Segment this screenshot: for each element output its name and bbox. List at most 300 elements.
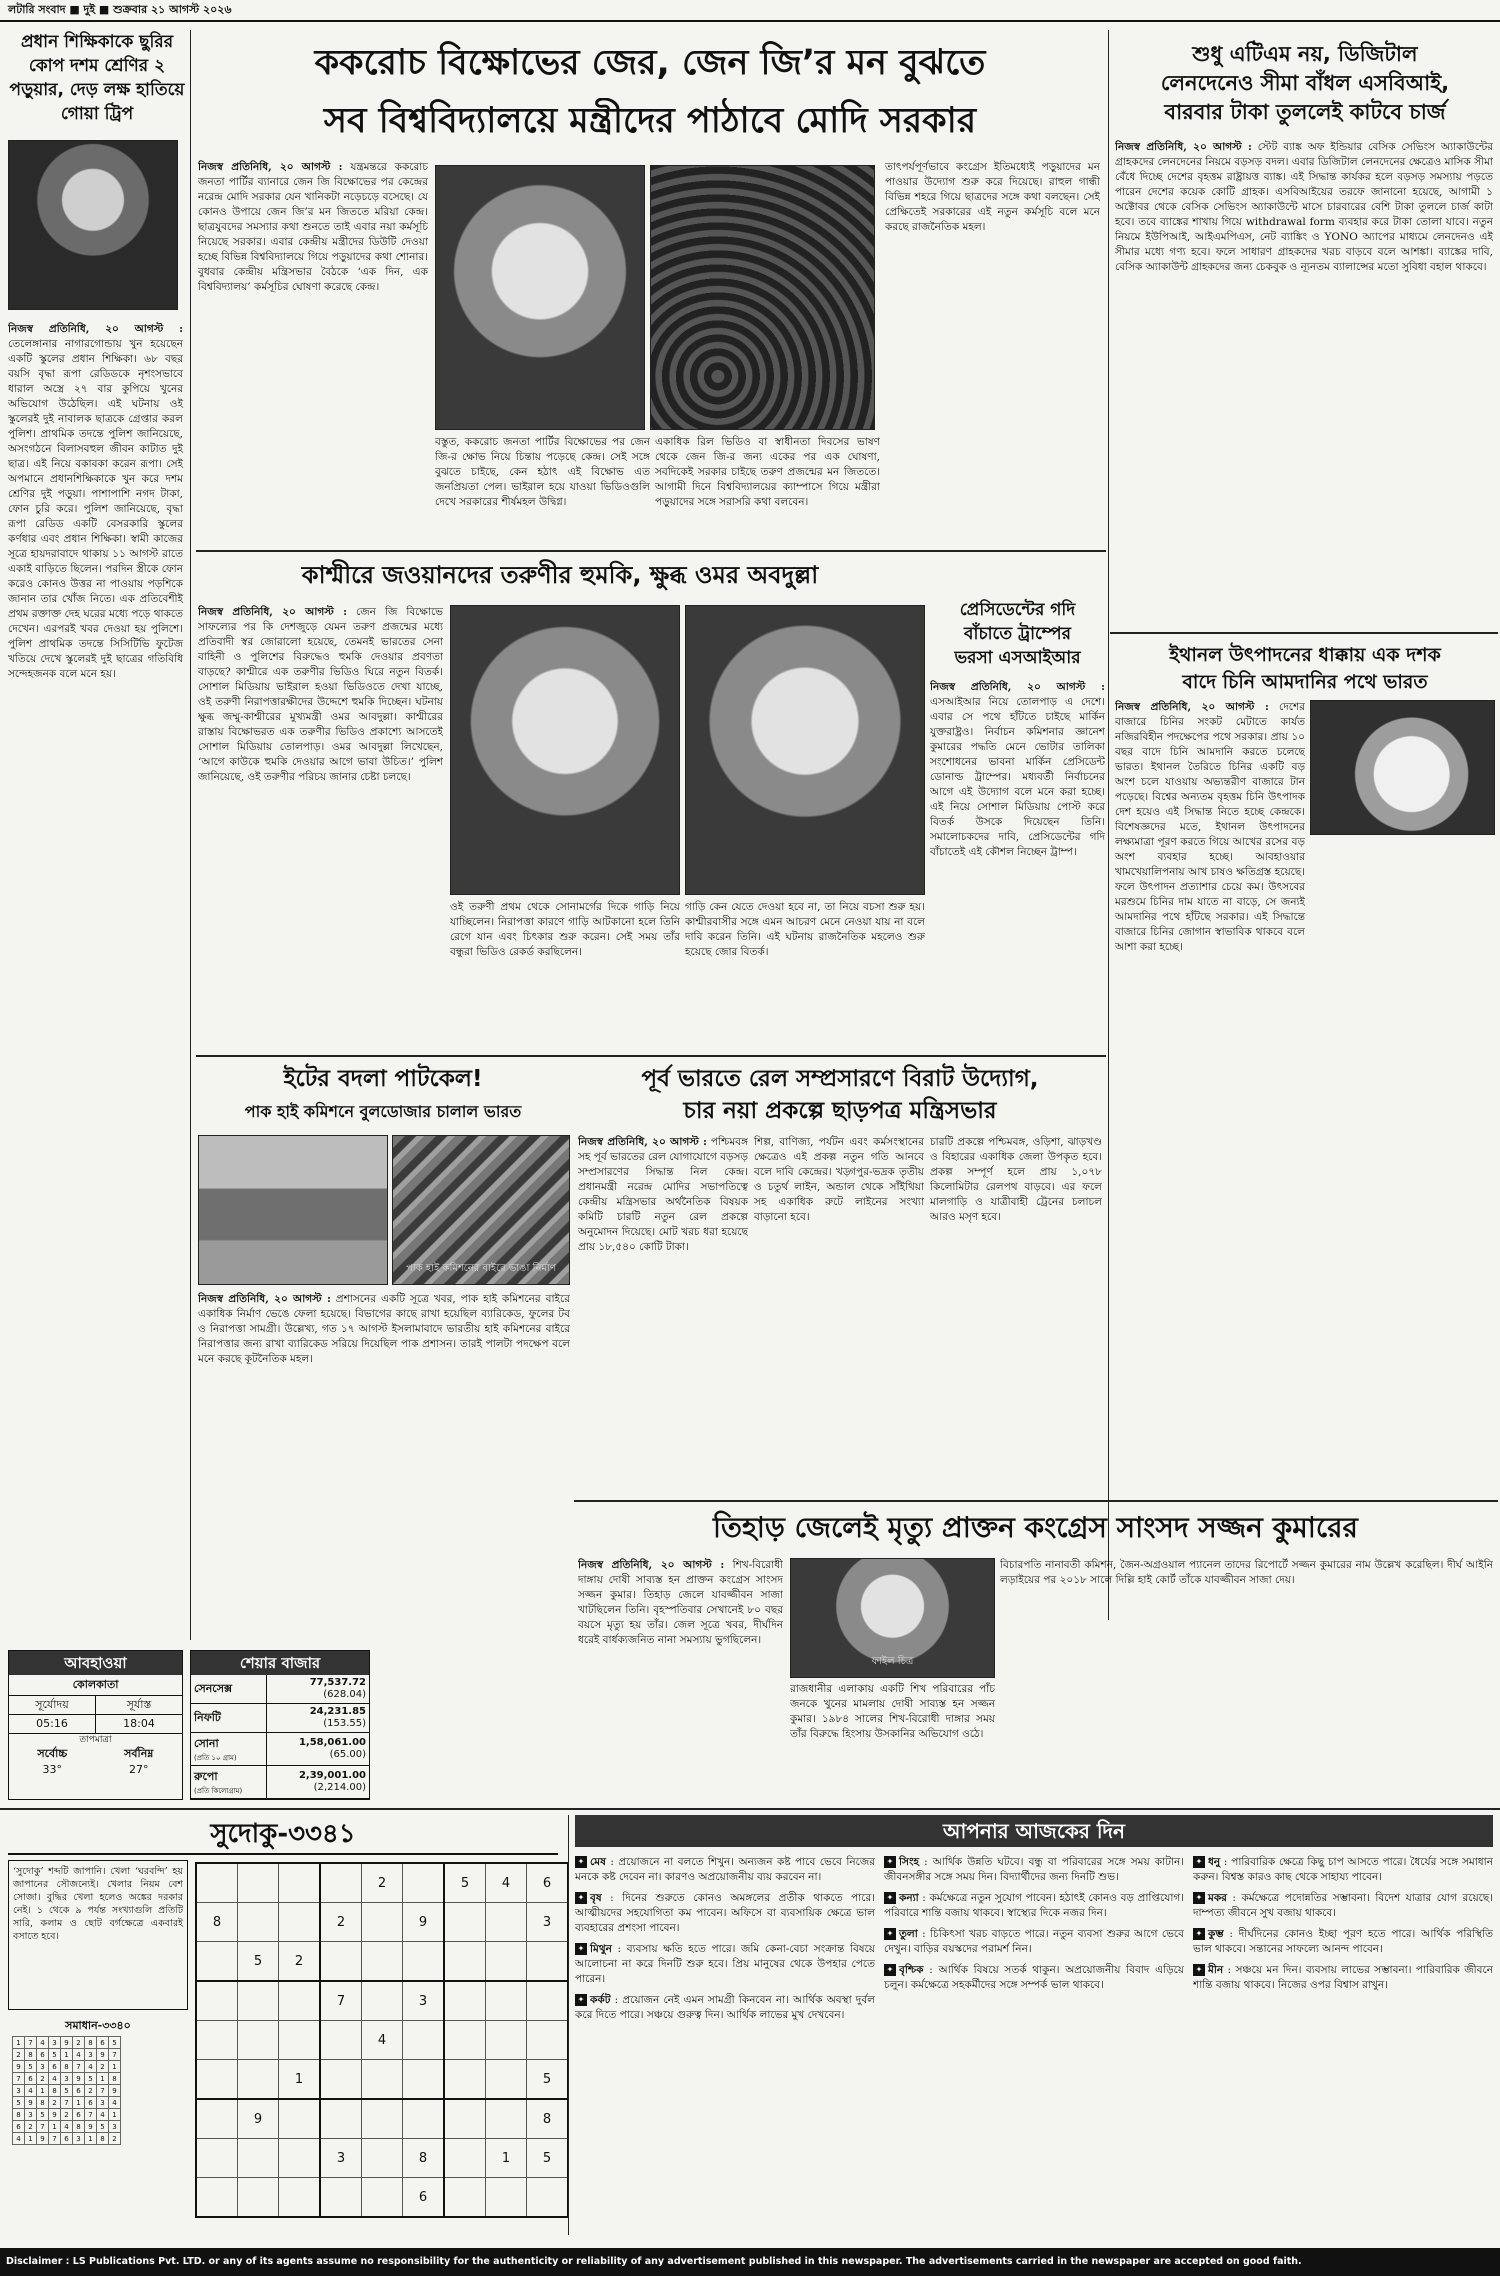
- sudoku-cell[interactable]: [279, 2139, 321, 2178]
- sudoku-solution-title: সমাধান-৩৩৪০: [65, 2019, 131, 2032]
- sudoku-cell[interactable]: [238, 2139, 279, 2178]
- sudoku-cell[interactable]: [279, 2178, 321, 2218]
- sudoku-cell[interactable]: [403, 2021, 445, 2060]
- sudoku-cell[interactable]: [403, 1942, 445, 1982]
- zodiac-separator: :: [917, 1928, 931, 1940]
- solution-cell: 9: [85, 2121, 97, 2133]
- zodiac-separator: :: [610, 1994, 623, 2006]
- main-story-body-2: বস্তুত, ককরোচ জনতা পার্টির বিক্ষোভের পর জেন জি-র ক্ষোভ নিয়ে চিন্তায় পড়েছে কেন্দ্র। সেই সঙ্গে বুঝতে চাইছে, কেন হঠাৎ এই বিক্ষোভ এত জনপ্রিয়তা পেল। ভাইরাল হয়ে যাওয়া ভিডিওগুলি দেখে সরকারের শীর্ষমহল উদ্বিগ্ন।: [435, 436, 650, 508]
- sudoku-cell[interactable]: [527, 2178, 569, 2218]
- ethanol-headline: [1115, 642, 1495, 696]
- sudoku-cell[interactable]: 8: [527, 2099, 569, 2139]
- solution-cell: 4: [73, 2049, 85, 2061]
- sudoku-cell[interactable]: [320, 2178, 362, 2218]
- sudoku-cell[interactable]: 7: [320, 1981, 362, 2021]
- solution-cell: 9: [109, 2085, 121, 2097]
- sudoku-row: [196, 2021, 568, 2060]
- sunrise-label: সূর্যোদয়: [9, 1696, 96, 1714]
- sudoku-cell[interactable]: [362, 2139, 403, 2178]
- sudoku-cell[interactable]: 4: [486, 1863, 527, 1903]
- sudoku-cell[interactable]: [238, 1981, 279, 2021]
- ethanol-body: দেশের বাজারে চিনির সংকট মেটাতে কার্যত নজিরবিহীন পদক্ষেপের পথে সরকার। প্রায় ১০ বছর বাদে চিনি আমদানি করতে চলেছে ভারত। ইথানল তৈরিতে চিনির একটি বড় অংশ চলে যাওয়ায় অভ্যন্তরীণ বাজারে টান পড়েছে। বিশ্বের অন্যতম বৃহত্তম চিনি উৎপাদক দেশ হয়েও এই সিদ্ধান্ত নিতে হচ্ছে কেন্দ্রকে। বিশেষজ্ঞদের মতে, ইথানল উৎপাদনের লক্ষ্যমাত্রা পূরণ করতে গিয়ে আখের রসের বড় অংশ ব্যবহার হচ্ছে। আবহাওয়ার খামখেয়ালিপনায় আখ চাষও ক্ষতিগ্রস্ত হয়েছে। ফলে উৎপাদন প্রত্যাশার চেয়ে কম। উৎসবের মরশুমে চিনির দাম যাতে না বাড়ে, সে জন্যই আমদানির পথে হাঁটছে সরকার। এই সিদ্ধান্তে বাজারে চিনির জোগান স্বাভাবিক থাকবে বলে আশা করা হচ্ছে।: [1115, 701, 1305, 953]
- kashmir-body-4: গাড়ি কেন যেতে দেওয়া হবে না, তা নিয়ে বচসা শুরু হয়। কাশ্মীরবাসীর সঙ্গে এমন আচরণ মেনে নেওয়া যায় না বলে দাবি করেন তিনি। এই ঘটনায় রাজনৈতিক মহলেও শুরু হয়েছে জোর বিতর্ক।: [685, 901, 925, 958]
- masthead-text: লটারি সংবাদ ■ দুই ■ শুক্রবার ২১ আগস্ট ২০২৬: [8, 3, 232, 16]
- tihar-body-1: শিখ-বিরোধী দাঙ্গায় দোষী সাব্যস্ত হন প্রাক্তন কংগ্রেস সাংসদ সজ্জন কুমার। তিহাড় জেলে যাবজ্জীবন সাজা খাটছিলেন তিনি। বৃহস্পতিবার সেখানেই ৮০ বছর বয়সে মৃত্যু হয় তাঁর। জেল সূত্রে খবর, দীর্ঘদিন ধরেই বার্ধক্যজনিত নানা সমস্যায় ভুগছিলেন।: [578, 1559, 783, 1646]
- sudoku-cell[interactable]: 5: [238, 1942, 279, 1982]
- solution-cell: 4: [13, 2133, 25, 2145]
- solution-cell: 7: [25, 2037, 37, 2049]
- market-change: (2,214.00): [313, 1782, 366, 1793]
- horoscope-entry: [884, 1963, 1184, 1993]
- weather-temp-labels: [9, 1746, 182, 1762]
- sudoku-cell[interactable]: [444, 2021, 486, 2060]
- kashmir-col2: [450, 900, 680, 1050]
- solution-cell: 2: [73, 2037, 85, 2049]
- trump-headline-line-3: ভরসা এসআইআর: [954, 648, 1081, 668]
- sudoku-cell[interactable]: 4: [362, 2021, 403, 2060]
- solution-row: [13, 2133, 121, 2145]
- sudoku-cell[interactable]: [320, 2099, 362, 2139]
- sudoku-cell[interactable]: 5: [444, 1863, 486, 1903]
- zodiac-sign-icon: ✦: [1193, 1964, 1205, 1976]
- kashmir-byline: নিজস্ব প্রতিনিধি, ২০ আগস্ট :: [198, 606, 348, 618]
- sudoku-cell[interactable]: [320, 2060, 362, 2100]
- solution-cell: 2: [109, 2133, 121, 2145]
- rail-body-2: শিল্প, বাণিজ্য, পর্যটন এবং কর্মসংস্থানের ক্ষেত্রেও এই প্রকল্প নতুন গতি আনবে বলে দাবি কেন্দ্রের। খড়্গপুর-ভদ্রক তৃতীয় ও চতুর্থ লাইন, অন্ডাল থেকে সাঁইথিয়া সহ একাধিক রুটে লাইনের সংখ্যা বাড়ানো হবে।: [754, 1136, 924, 1223]
- tihar-body-3: বিচারপতি নানাবতী কমিশন, জৈন-অগ্রওয়াল প্যানেল তাদের রিপোর্টে সজ্জন কুমারের নাম উল্লেখ করেছিল। দীর্ঘ আইনি লড়াইয়ের পর ২০১৮ সালে দিল্লি হাই কোর্ট তাঁকে যাবজ্জীবন সাজা দেয়।: [1000, 1559, 1493, 1586]
- sudoku-row: [196, 1903, 568, 1942]
- zodiac-separator: :: [1220, 1856, 1232, 1868]
- main-story-body-3: একাধিক রিল ভিডিও বা স্বাধীনতা দিবসের ভাষণ থেকে জেন জি-র জন্য একের পর এক ঘোষণা, সবদিকেই সরকার চাইছে তরুণ প্রজন্মের মন জিততে। আগামী দিনে বিশ্ববিদ্যালয়ের ক্যাম্পাসে গিয়ে মন্ত্রীরা পড়ুয়াদের সঙ্গে সরাসরি কথা বলবেন।: [655, 436, 880, 508]
- sudoku-cell[interactable]: 3: [320, 2139, 362, 2178]
- sajjan-kumar-photo: [790, 1558, 995, 1678]
- solution-cell: 1: [25, 2133, 37, 2145]
- trump-body: এসআইআর নিয়ে তোলপাড় এ দেশে। এবার সে পথে হাঁটতে চাইছে মার্কিন যুক্তরাষ্ট্রও। নির্বাচন কমিশনার জ্ঞানেশ কুমারের পদ্ধতি মেনে ভোটার তালিকা সংশোধনের ভাবনা মার্কিন প্রেসিডেন্ট ডোনাল্ড ট্রাম্পের। মধ্যবর্তী নির্বাচনের আগে এই উদ্যোগ বলে মনে করা হচ্ছে। এই নিয়ে সোশাল মিডিয়ায় পোস্ট করে বিতর্ক উসকে দিয়েছেন তিনি। সমালোচকদের দাবি, প্রেসিডেন্টের গদি বাঁচাতেই এই কৌশল নিচ্ছেন ট্রাম্প।: [930, 696, 1105, 858]
- sudoku-cell[interactable]: 3: [527, 1903, 569, 1942]
- sudoku-cell[interactable]: [444, 2099, 486, 2139]
- weather-sun-labels: [9, 1696, 182, 1715]
- sudoku-cell[interactable]: [196, 2021, 238, 2060]
- zodiac-sign-name: মকর: [1208, 1892, 1227, 1904]
- solution-cell: 6: [25, 2073, 37, 2085]
- solution-row: [13, 2109, 121, 2121]
- sudoku-cell[interactable]: [279, 2099, 321, 2139]
- tihar-col1: [578, 1558, 783, 1743]
- sudoku-rules: ‘সুদোকু’ শব্দটি জাপানি। খেলা ‘ঘরবন্দি’ হয় জাপানের সৌজন্যেই। খেলার নিয়ম বেশ সোজা। বুদ্ধির খেলা হলেও অঙ্কের দরকার নেই। ১ থেকে ৯ পর্যন্ত সংখ্যাগুলি প্রতিটি সারি, কলাম ও ছোট বর্গক্ষেত্রে একবারই বসাতে হবে।: [8, 1860, 188, 2010]
- solution-cell: 6: [61, 2133, 73, 2145]
- rail-headline: [575, 1063, 1105, 1127]
- market-change: (65.00): [329, 1749, 366, 1760]
- sudoku-row: [196, 2139, 568, 2178]
- sudoku-cell[interactable]: [527, 2021, 569, 2060]
- kashmir-col1: [198, 605, 443, 1050]
- main-headline-2: সব বিশ্ববিদ্যালয়ে মন্ত্রীদের পাঠাবে মোদি সরকার: [323, 101, 977, 141]
- sudoku-cell[interactable]: [196, 2060, 238, 2100]
- tihar-byline: নিজস্ব প্রতিনিধি, ২০ আগস্ট :: [578, 1559, 725, 1571]
- solution-cell: 5: [37, 2109, 49, 2121]
- solution-cell: 2: [25, 2121, 37, 2133]
- pak-subhead: পাক হাই কমিশনে বুলডোজার চালাল ভারত: [244, 1102, 522, 1121]
- solution-cell: 4: [37, 2037, 49, 2049]
- col-rule-1: [190, 30, 191, 1640]
- sunset-label: সূর্যাস্ত: [126, 1698, 152, 1711]
- sudoku-cell[interactable]: [444, 1981, 486, 2021]
- sudoku-grid: [195, 1862, 569, 2218]
- zodiac-separator: :: [1223, 1964, 1236, 1976]
- solution-row: [13, 2073, 121, 2085]
- solution-cell: 5: [109, 2037, 121, 2049]
- sudoku-cell[interactable]: [279, 1981, 321, 2021]
- atm-story-byline: নিজস্ব প্রতিনিধি, ২০ আগস্ট :: [1115, 141, 1252, 153]
- solution-cell: 8: [109, 2073, 121, 2085]
- solution-cell: 3: [49, 2037, 61, 2049]
- horoscope-entry: [1193, 1927, 1493, 1957]
- sudoku-cell[interactable]: 6: [403, 2178, 445, 2218]
- solution-cell: 7: [61, 2097, 73, 2109]
- col-rule-bottom: [568, 1815, 569, 2235]
- ethanol-headline-line-2: বাদে চিনি আমদানির পথে ভারত: [1182, 671, 1428, 693]
- sudoku-solution: [12, 2036, 121, 2145]
- hrule-tihar: [574, 1500, 1498, 1502]
- solution-cell: 8: [25, 2049, 37, 2061]
- col-rule-3: [1108, 640, 1109, 1620]
- market-row: [191, 1675, 369, 1704]
- zodiac-text: আর্থিক উন্নতি ঘটবে। বন্ধু বা পরিবারের সঙ্গে সময় কাটান। জীবনসঙ্গীর সঙ্গে সময় দিন। বিদ্যার্থীদের জন্য দিনটি শুভ।: [884, 1856, 1184, 1883]
- solution-cell: 7: [49, 2133, 61, 2145]
- sudoku-cell[interactable]: 3: [403, 1981, 445, 2021]
- sudoku-row: [196, 2060, 568, 2100]
- rail-col1: [578, 1135, 748, 1495]
- sudoku-cell[interactable]: [486, 2060, 527, 2100]
- solution-cell: 3: [25, 2109, 37, 2121]
- zodiac-sign-name: ধনু: [1208, 1856, 1221, 1868]
- rail-col2: [754, 1135, 924, 1495]
- zodiac-sign-name: মিথুন: [590, 1943, 612, 1955]
- horoscope-entry: [1193, 1891, 1493, 1921]
- sudoku-cell[interactable]: [196, 1981, 238, 2021]
- solution-cell: 1: [97, 2073, 109, 2085]
- left-story-byline: নিজস্ব প্রতিনিধি, ২০ আগস্ট :: [8, 323, 183, 335]
- market-unit: (প্রতি ১০ গ্রাম): [194, 1754, 237, 1762]
- market-name: [191, 1675, 267, 1704]
- market-row: [191, 1704, 369, 1733]
- solution-cell: 9: [73, 2073, 85, 2085]
- sudoku-cell[interactable]: [196, 2139, 238, 2178]
- kashmir-body-1: জেন জি বিক্ষোভে সাফল্যের পর কি দেশজুড়ে যেমন তরুণ প্রজন্মের মধ্যে প্রতিবাদী স্বর জোরালো হয়েছে, তেমনই ভারতের সেনা বাহিনী ও পুলিশের বিরুদ্ধেও হুমকি দেওয়ার প্রবণতা বাড়ছে? কাশ্মীরে এক তরুণীর ভিডিও ঘিরে নতুন বিতর্ক। সোশাল মিডিয়ায় ভাইরাল হওয়া ভিডিওতে দেখা যাচ্ছে, ওই তরুণী নিরাপত্তারক্ষীদের উদ্দেশে হুমকি দিচ্ছেন। ঘটনায় ক্ষুব্ধ জম্মু-কাশ্মীরের মুখ্যমন্ত্রী ওমর আবদুল্লা।: [198, 606, 443, 723]
- solution-cell: 9: [61, 2037, 73, 2049]
- sudoku-cell[interactable]: [362, 1942, 403, 1982]
- solution-cell: 5: [97, 2121, 109, 2133]
- zodiac-separator: :: [923, 1964, 939, 1976]
- ethanol-col1: [1115, 700, 1305, 1620]
- zodiac-text: কর্মক্ষেত্রে নতুন সুযোগ পাবেন। হঠাৎই কোনও বড় প্রাপ্তিযোগ। পরিবারে শান্তি বজায় থাকবে। স্বাস্থ্যের দিকে নজর দিন।: [884, 1892, 1184, 1919]
- pak-byline: নিজস্ব প্রতিনিধি, ২০ আগস্ট :: [198, 1293, 331, 1305]
- sudoku-cell[interactable]: [486, 1903, 527, 1942]
- sudoku-cell[interactable]: [320, 2021, 362, 2060]
- sudoku-cell[interactable]: [362, 2060, 403, 2100]
- market-value: 24,231.85: [309, 1706, 366, 1717]
- sudoku-cell[interactable]: [403, 2060, 445, 2100]
- main-headline-1: ককরোচ বিক্ষোভের জের, জেন জি’র মন বুঝতে: [314, 43, 986, 83]
- max-temp-value: 33°: [42, 1763, 62, 1776]
- market-name: [191, 1704, 267, 1733]
- main-story-body-4: তাৎপর্যপূর্ণভাবে কংগ্রেস ইতিমধ্যেই পড়ুয়াদের মন পাওয়ার উদ্যোগ শুরু করে দিয়েছে। রাহুল গান্ধী বিভিন্ন শহরে গিয়ে ছাত্রদের সঙ্গে কথা বলছেন। সেই প্রেক্ষিতেই সরকারের এই নতুন কর্মসূচি বলে মনে করছে রাজনৈতিক মহল।: [885, 161, 1100, 233]
- rail-body-3: চারটি প্রকল্পে পশ্চিমবঙ্গ, ওড়িশা, ঝাড়খণ্ড ও বিহারের একাধিক জেলা উপকৃত হবে। প্রকল্প সম্পূর্ণ হলে প্রায় ১,০৭৮ কিলোমিটার রেলপথ বাড়বে। এর ফলে মালগাড়ি ও যাত্রীবাহী ট্রেনের চলাচল আরও মসৃণ হবে।: [930, 1136, 1102, 1223]
- zodiac-sign-icon: ✦: [575, 1892, 587, 1904]
- solution-row: [13, 2097, 121, 2109]
- sudoku-cell[interactable]: [527, 1981, 569, 2021]
- trump-headline: [930, 598, 1105, 670]
- sudoku-cell[interactable]: 6: [527, 1863, 569, 1903]
- sudoku-puzzle: [195, 1862, 569, 2218]
- sudoku-cell[interactable]: 5: [527, 2139, 569, 2178]
- sunrise-value: 05:16: [9, 1715, 96, 1733]
- zodiac-text: আর্থিক বিষয়ে সতর্ক থাকুন। অপ্রয়োজনীয় বিবাদ এড়িয়ে চলুন। কর্মক্ষেত্রে সহকর্মীদের সঙ্গে সম্পর্ক ভাল থাকবে।: [884, 1964, 1184, 1991]
- sudoku-cell[interactable]: [444, 2139, 486, 2178]
- rail-byline: নিজস্ব প্রতিনিধি, ২০ আগস্ট :: [578, 1136, 707, 1148]
- sudoku-cell[interactable]: 1: [486, 2139, 527, 2178]
- horoscope-entry: [575, 1855, 875, 1885]
- solution-row: [13, 2085, 121, 2097]
- solution-cell: 5: [13, 2097, 25, 2109]
- solution-cell: 7: [37, 2121, 49, 2133]
- zodiac-text: দিনের শুরুতে কোনও অমঙ্গলের প্রতীক থাকতে পারে। আত্মীয়দের সহযোগিতা কম পাবেন। অফিসে বা ব্যবসায়িক ক্ষেত্রে ভাল ব্যবহারের প্রশংসা পাবেন।: [575, 1892, 875, 1934]
- market-value: 2,39,001.00: [298, 1770, 366, 1781]
- zodiac-separator: :: [611, 1943, 627, 1955]
- zodiac-text: পারিবারিক ক্ষেত্রে কিছু চাপ আসতে পারে। ধৈর্যের সঙ্গে সমাধান করুন। বিশ্বস্ত কারও কাছ থেকে সাহায্য পাবেন।: [1193, 1856, 1493, 1883]
- zodiac-separator: :: [918, 1892, 930, 1904]
- tihar-col2: [790, 1682, 995, 1742]
- solution-cell: 1: [49, 2121, 61, 2133]
- sudoku-cell[interactable]: [196, 2178, 238, 2218]
- market-name: [191, 1766, 267, 1799]
- horoscope-entry: [1193, 1855, 1493, 1885]
- sudoku-cell[interactable]: [279, 1903, 321, 1942]
- solution-cell: 1: [13, 2037, 25, 2049]
- left-story-body-wrap: [8, 322, 183, 682]
- sudoku-cell[interactable]: [486, 2178, 527, 2218]
- horoscope-entry: [575, 1993, 875, 2023]
- sudoku-cell[interactable]: 8: [403, 2139, 445, 2178]
- zodiac-sign-name: কর্কট: [590, 1994, 611, 2006]
- max-temp-label: সর্বোচ্চ: [37, 1747, 68, 1760]
- sudoku-cell[interactable]: [444, 1942, 486, 1982]
- solution-cell: 8: [97, 2133, 109, 2145]
- main-story-body-1: যন্ত্রমন্তরে ককরোচ জনতা পার্টির ব্যানারে জেন জি বিক্ষোভের পর কেন্দ্রের নরেন্দ্র মোদি সরকার যেন খানিকটা নড়েচড়ে বসেছে। যে কোনও উপায়ে জেন জি’র মন জিততে মরিয়া কেন্দ্র। ছাত্রযুবদের সমস্যার কথা শুনতে তাই এবার নয়া কর্মসূচি নিয়েছে সরকার। এবার কেন্দ্রীয় মন্ত্রীদের ডিউটি দেওয়া হচ্ছে বিভিন্ন বিশ্ববিদ্যালয়ে গিয়ে পড়ুয়াদের কথা শোনার। বুধবার কেন্দ্রীয় মন্ত্রিসভার বৈঠকে ‘এক দিন, এক বিশ্ববিদ্যালয়’ কর্মসূচির ঘোষণা করেছে কেন্দ্র।: [198, 161, 428, 293]
- sudoku-cell[interactable]: [279, 2021, 321, 2060]
- solution-cell: 9: [49, 2109, 61, 2121]
- sudoku-cell[interactable]: [320, 1863, 362, 1903]
- solution-cell: 7: [97, 2085, 109, 2097]
- sudoku-cell[interactable]: [486, 1942, 527, 1982]
- zodiac-separator: :: [1223, 1928, 1239, 1940]
- zodiac-text: ব্যবসায় ক্ষতি হতে পারে। জমি কেনা-বেচা সংক্রান্ত বিষয়ে আলোচনা না করে দিনটি শুরু হবে। প্রিয় মানুষের থেকে উপহার পেতে পারেন।: [575, 1943, 875, 1985]
- weather-title: আবহাওয়া: [9, 1651, 182, 1675]
- horoscope-entry: [1193, 1963, 1493, 1993]
- sudoku-cell[interactable]: [238, 2178, 279, 2218]
- solution-cell: 2: [49, 2097, 61, 2109]
- zodiac-text: কর্মক্ষেত্রে পদোন্নতির সম্ভাবনা। বিদেশ যাত্রার যোগ রয়েছে। দাম্পত্য জীবনে সুখ বজায় থাকবে।: [1193, 1892, 1493, 1919]
- main-story-col2: [435, 435, 650, 545]
- solution-cell: 1: [109, 2109, 121, 2121]
- solution-cell: 5: [25, 2061, 37, 2073]
- sudoku-cell[interactable]: [527, 1942, 569, 1982]
- zodiac-sign-name: বৃশ্চিক: [899, 1964, 924, 1976]
- zodiac-sign-icon: ✦: [1193, 1928, 1205, 1940]
- solution-cell: 2: [85, 2085, 97, 2097]
- sudoku-cell[interactable]: 2: [279, 1942, 321, 1982]
- zodiac-sign-name: বৃষ: [590, 1892, 602, 1904]
- market-value-cell: [267, 1766, 369, 1799]
- solution-cell: 3: [85, 2049, 97, 2061]
- zodiac-separator: :: [1226, 1892, 1242, 1904]
- zodiac-sign-name: কন্যা: [899, 1892, 919, 1904]
- solution-cell: 1: [85, 2133, 97, 2145]
- horoscope-entry: [884, 1927, 1184, 1957]
- ethanol-byline: নিজস্ব প্রতিনিধি, ২০ আগস্ট :: [1115, 701, 1269, 713]
- pak-story-body: [198, 1292, 570, 1622]
- solution-cell: 9: [37, 2133, 49, 2145]
- sudoku-cell[interactable]: 1: [279, 2060, 321, 2100]
- horoscope-col-3: [1193, 1855, 1493, 2235]
- kashmir-headline: কাশ্মীরে জওয়ানদের তরুণীর হুমকি, ক্ষুব্ধ ওমর অবদুল্লা: [301, 561, 819, 589]
- tihar-col3: [1000, 1558, 1493, 1743]
- zodiac-text: প্রয়োজন নেই এমন সামগ্রী কিনবেন না। আর্থিক অবস্থা দুর্বল করে দিতে পারে। সঞ্চয়ে গুরুত্ব দিন। আর্থিক লাভের মুখ দেখবেন।: [575, 1994, 875, 2021]
- hrule-right: [1110, 632, 1498, 634]
- sudoku-cell[interactable]: [238, 2060, 279, 2100]
- solution-cell: 7: [109, 2049, 121, 2061]
- trump-byline: নিজস্ব প্রতিনিধি, ২০ আগস্ট :: [930, 681, 1105, 693]
- sudoku-cell[interactable]: [238, 1863, 279, 1903]
- zodiac-sign-icon: ✦: [575, 1943, 587, 1955]
- sudoku-cell[interactable]: 2: [320, 1903, 362, 1942]
- sudoku-cell[interactable]: [486, 2021, 527, 2060]
- sudoku-cell[interactable]: [444, 2178, 486, 2218]
- zodiac-sign-name: সিংহ: [899, 1856, 919, 1868]
- sudoku-cell[interactable]: [486, 1981, 527, 2021]
- zodiac-sign-icon: ✦: [1193, 1892, 1205, 1904]
- solution-cell: 3: [61, 2073, 73, 2085]
- left-story-body: তেলেঙ্গানার নাগারগোন্ডায় খুন হয়েছেন একটি স্কুলের প্রধান শিক্ষিকা। ৬৮ বছর বয়সি বৃদ্ধা রূপা রেডিডকে নৃশংসভাবে ধারাল অস্ত্রে ২৭ বার কুপিয়ে খুনের অভিযোগ উঠেছিল। এই ঘটনায় ওই স্কুলেরই দুই নাবালক ছাত্রকে গ্রেপ্তার করল পুলিশ। প্রাথমিক তদন্তে পুলিশ জানিয়েছে, অসংগঠনে বিলাসবহুল জীবন কাটাত দুই ছাত্র। এই নিয়ে বকাবকা করেন রূপা। সেই অপমানে প্রধানশিক্ষিকাকে খুন করে দশম শ্রেণির দুই পড়ুয়া। পাশাপাশি নগদ টাকা, ফোন চুরি করে। পুলিশ জানিয়েছে, বৃদ্ধা রূপা রেডিড একটি বেসরকারি স্কুলের কর্ণধার এবং প্রধান শিক্ষিকা। স্বামী কাজের সূত্রে হায়দরাবাদে থাকায় ১১ আগস্ট রাতে একাই বাড়িতে ছিলেন। পরদিন স্ত্রীকে ফোন করেও কোনও উত্তর না পাওয়ায় পড়শিকে জানান তার খোঁজ নিতে। এক প্রতিবেশীই প্রথম রক্তাক্ত দেহ ঘরের মধ্যে পড়ে থাকতে দেখেন। এরপরই খবর দেওয়া হয় পুলিশে। পুলিশ প্রাথমিক তদন্তে সিসিটিভি ফুটেজ খতিয়ে দেখে স্কুলেরই দুই ছাত্রের গতিবিধি সন্দেহজনক বলে মনে হয়।: [8, 338, 183, 680]
- zodiac-text: চিকিৎসা খরচ বাড়তে পারে। নতুন ব্যবসা শুরুর আগে ভেবে দেখুন। বাড়ির বয়স্কদের পরামর্শ নিন।: [884, 1928, 1184, 1955]
- zodiac-sign-name: মেষ: [590, 1856, 606, 1868]
- horoscope-entry: [884, 1855, 1184, 1885]
- kashmir-body-3: ওই তরুণী প্রথম থেকে সোনামর্গের দিকে গাড়ি নিয়ে যাচ্ছিলেন। নিরাপত্তা কারণে গাড়ি আটকানো হলে তিনি রেগে যান এবং চিৎকার শুরু করেন। সেই সময় তাঁর বন্ধুরা ভিডিও রেকর্ড করছিলেন।: [450, 901, 680, 958]
- solution-cell: 1: [61, 2049, 73, 2061]
- solution-row: [13, 2121, 121, 2133]
- solution-cell: 2: [37, 2073, 49, 2085]
- solution-row: [13, 2049, 121, 2061]
- horoscope-title: আপনার আজকের দিন: [575, 1815, 1493, 1847]
- market-value: 1,58,061.00: [298, 1737, 366, 1748]
- sudoku-cell[interactable]: [238, 1903, 279, 1942]
- main-story-byline: নিজস্ব প্রতিনিধি, ২০ আগস্ট :: [198, 161, 343, 173]
- market-value-cell: [267, 1675, 369, 1704]
- zodiac-sign-icon: ✦: [575, 1856, 587, 1868]
- solution-cell: 3: [13, 2085, 25, 2097]
- solution-cell: 7: [85, 2109, 97, 2121]
- sudoku-cell[interactable]: 5: [527, 2060, 569, 2100]
- market-change: (153.55): [323, 1718, 366, 1729]
- masthead-strip: [0, 0, 1500, 22]
- solution-cell: 1: [109, 2061, 121, 2073]
- solution-cell: 9: [25, 2097, 37, 2109]
- solution-cell: 6: [85, 2097, 97, 2109]
- solution-cell: 3: [109, 2121, 121, 2133]
- solution-cell: 5: [49, 2049, 61, 2061]
- sudoku-row: [196, 1981, 568, 2021]
- sudoku-row: [196, 2099, 568, 2139]
- sudoku-cell[interactable]: [444, 1903, 486, 1942]
- sudoku-cell[interactable]: 9: [403, 1903, 445, 1942]
- zodiac-sign-icon: ✦: [1193, 1856, 1205, 1868]
- solution-cell: 3: [97, 2097, 109, 2109]
- market-name: [191, 1733, 267, 1766]
- demolition-photo: [392, 1135, 570, 1285]
- horoscope-entry: [575, 1942, 875, 1987]
- sudoku-cell[interactable]: [403, 1863, 445, 1903]
- sudoku-cell[interactable]: [196, 1942, 238, 1982]
- solution-cell: 4: [97, 2109, 109, 2121]
- solution-cell: 4: [61, 2121, 73, 2133]
- solution-cell: 7: [13, 2073, 25, 2085]
- market-row: [191, 1733, 369, 1766]
- sudoku-cell[interactable]: [444, 2060, 486, 2100]
- solution-cell: 2: [61, 2109, 73, 2121]
- sudoku-cell[interactable]: 2: [362, 1863, 403, 1903]
- kashmir-body-2: কাশ্মীরের রাস্তায় বিক্ষোভরত এক তরুণীর ভিডিও প্রকাশ্যে আসতেই সোশাল মিডিয়ায় তোলপাড়। ওমর আবদুল্লা লিখেছেন, ‘আগে কাউকে হুমকি দেওয়ার আগে ভাবা উচিত।’ পুলিশ জানিয়েছে, ওই তরুণীর পরিচয় জানার চেষ্টা চলছে।: [198, 711, 443, 783]
- zodiac-sign-name: কুম্ভ: [1208, 1928, 1224, 1940]
- solution-row: [13, 2061, 121, 2073]
- sudoku-cell[interactable]: [238, 2021, 279, 2060]
- weather-temp-values: [9, 1762, 182, 1778]
- market-name-text: সোনা: [194, 1737, 219, 1750]
- solution-cell: 4: [25, 2085, 37, 2097]
- sudoku-cell[interactable]: [403, 2099, 445, 2139]
- left-story: [8, 30, 186, 1640]
- solution-cell: 6: [73, 2109, 85, 2121]
- ethanol-headline-line-1: ইথানল উৎপাদনের ধাক্কায় এক দশক: [1169, 644, 1441, 666]
- zodiac-text: দীর্ঘদিনের কোনও ইচ্ছা পূরণ হতে পারে। আর্থিক পরিস্থিতি ভাল থাকবে। সন্তানের সাফল্যে আনন্দ পাবেন।: [1193, 1928, 1493, 1955]
- market-value-cell: [267, 1704, 369, 1733]
- atm-story-body: [1115, 140, 1493, 625]
- sudoku-cell[interactable]: [320, 1942, 362, 1982]
- sudoku-cell[interactable]: [362, 1903, 403, 1942]
- sudoku-cell[interactable]: [279, 1863, 321, 1903]
- weather-city: কোলকাতা: [9, 1675, 182, 1696]
- sudoku-cell[interactable]: [362, 2178, 403, 2218]
- sudoku-cell[interactable]: 9: [238, 2099, 279, 2139]
- sudoku-solution-grid: [12, 2036, 121, 2145]
- sudoku-cell[interactable]: [362, 2099, 403, 2139]
- rail-col3: [930, 1135, 1102, 1495]
- solution-cell: 8: [85, 2037, 97, 2049]
- zodiac-separator: :: [918, 1856, 933, 1868]
- sudoku-cell[interactable]: [196, 2099, 238, 2139]
- footer-disclaimer: Disclaimer : LS Publications Pvt. LTD. or any of its agents assume no responsibility for the authenticity or reliability of any advertisement published in this newspaper. The advertisements carried in the newspaper are accepted on good faith.: [0, 2248, 1500, 2276]
- solution-cell: 8: [73, 2121, 85, 2133]
- sudoku-cell[interactable]: [362, 1981, 403, 2021]
- solution-cell: 2: [97, 2061, 109, 2073]
- zodiac-sign-name: তুলা: [899, 1928, 918, 1940]
- solution-cell: 8: [49, 2085, 61, 2097]
- sudoku-cell[interactable]: 8: [196, 1903, 238, 1942]
- min-temp-value: 27°: [129, 1763, 149, 1776]
- market-row: [191, 1766, 369, 1799]
- sudoku-cell[interactable]: [486, 2099, 527, 2139]
- sudoku-cell[interactable]: [196, 1863, 238, 1903]
- solution-cell: 6: [97, 2037, 109, 2049]
